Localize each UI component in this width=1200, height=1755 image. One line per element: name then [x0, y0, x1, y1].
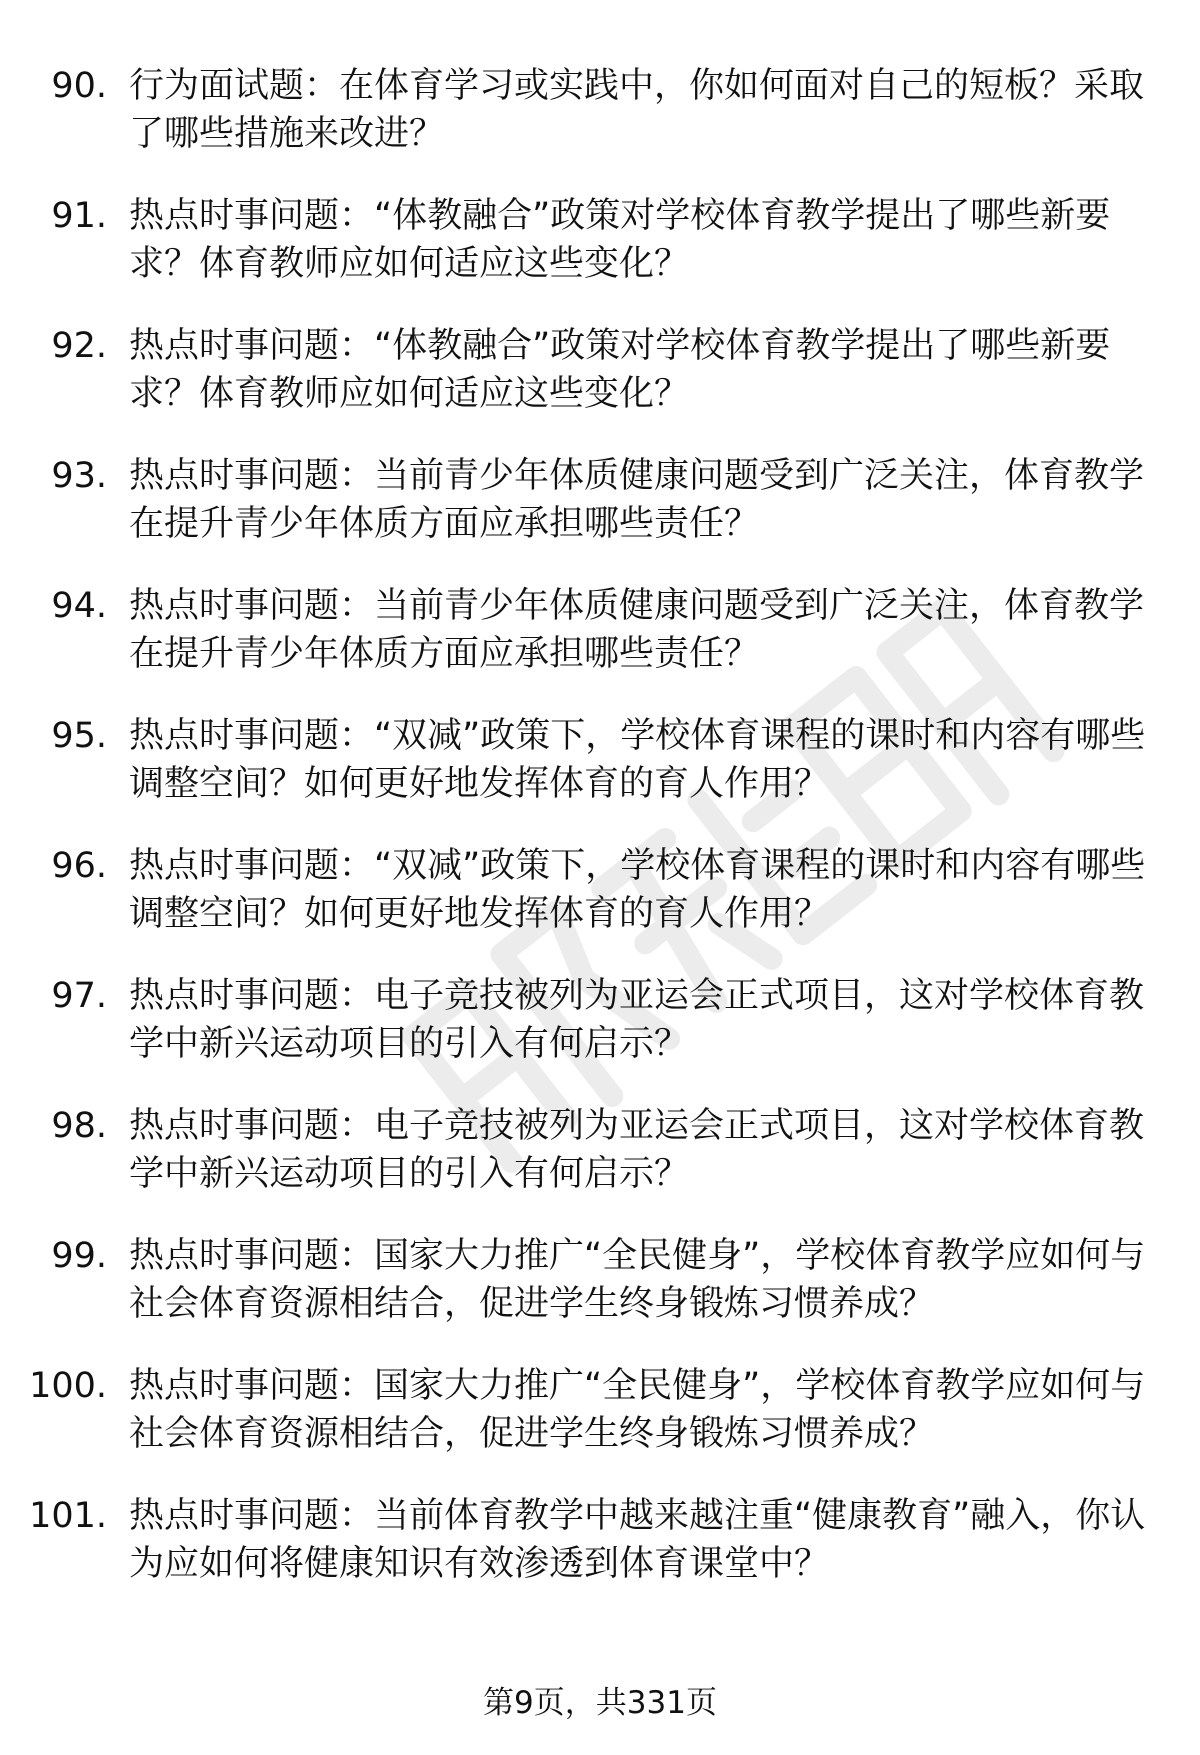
list-item: [0, 1232, 1200, 1362]
question-number: 100.: [29, 1366, 107, 1406]
list-item: [0, 842, 1200, 972]
question-number: 96.: [51, 846, 107, 886]
question-text: 热点时事问题：国家大力推广“全民健身”，学校体育教学应如何与社会体育资源相结合，促进学生终身锻炼习惯养成？: [129, 1236, 1146, 1324]
question-list: [0, 62, 1200, 1622]
list-item: [0, 582, 1200, 712]
list-item: [0, 322, 1200, 452]
list-item: [0, 712, 1200, 842]
list-item: [0, 62, 1200, 192]
question-number: 90.: [51, 66, 107, 106]
question-text: 热点时事问题：“双减”政策下，学校体育课程的课时和内容有哪些调整空间？如何更好地发挥体育的育人作用？: [129, 846, 1146, 934]
question-number: 95.: [51, 716, 107, 756]
list-item: [0, 1492, 1200, 1622]
list-item: [0, 972, 1200, 1102]
question-number: 94.: [51, 586, 107, 626]
question-text: 热点时事问题：“体教融合”政策对学校体育教学提出了哪些新要求？体育教师应如何适应这些变化？: [129, 326, 1111, 414]
question-number: 97.: [51, 976, 107, 1016]
question-text: 热点时事问题：“双减”政策下，学校体育课程的课时和内容有哪些调整空间？如何更好地发挥体育的育人作用？: [129, 716, 1146, 804]
question-text: 热点时事问题：电子竞技被列为亚运会正式项目，这对学校体育教学中新兴运动项目的引入有何启示？: [129, 976, 1145, 1064]
question-text: 热点时事问题：国家大力推广“全民健身”，学校体育教学应如何与社会体育资源相结合，促进学生终身锻炼习惯养成？: [129, 1366, 1146, 1454]
question-number: 92.: [51, 326, 107, 366]
question-text: 热点时事问题：“体教融合”政策对学校体育教学提出了哪些新要求？体育教师应如何适应这些变化？: [129, 196, 1111, 284]
list-item: [0, 1102, 1200, 1232]
question-number: 98.: [51, 1106, 107, 1146]
question-number: 93.: [51, 456, 107, 496]
question-number: 91.: [51, 196, 107, 236]
question-number: 99.: [51, 1236, 107, 1276]
question-text: 热点时事问题：当前青少年体质健康问题受到广泛关注，体育教学在提升青少年体质方面应承担哪些责任？: [129, 456, 1145, 544]
question-text: 热点时事问题：电子竞技被列为亚运会正式项目，这对学校体育教学中新兴运动项目的引入有何启示？: [129, 1106, 1145, 1194]
list-item: [0, 452, 1200, 582]
list-item: [0, 1362, 1200, 1492]
question-text: 热点时事问题：当前青少年体质健康问题受到广泛关注，体育教学在提升青少年体质方面应承担哪些责任？: [129, 586, 1145, 674]
question-text: 热点时事问题：当前体育教学中越来越注重“健康教育”融入，你认为应如何将健康知识有效渗透到体育课堂中？: [129, 1496, 1146, 1584]
list-item: [0, 192, 1200, 322]
question-text: 行为面试题：在体育学习或实践中，你如何面对自己的短板？采取了哪些措施来改进？: [129, 66, 1145, 154]
question-number: 101.: [29, 1496, 107, 1536]
page-footer: 第9页，共331页: [483, 1685, 717, 1721]
